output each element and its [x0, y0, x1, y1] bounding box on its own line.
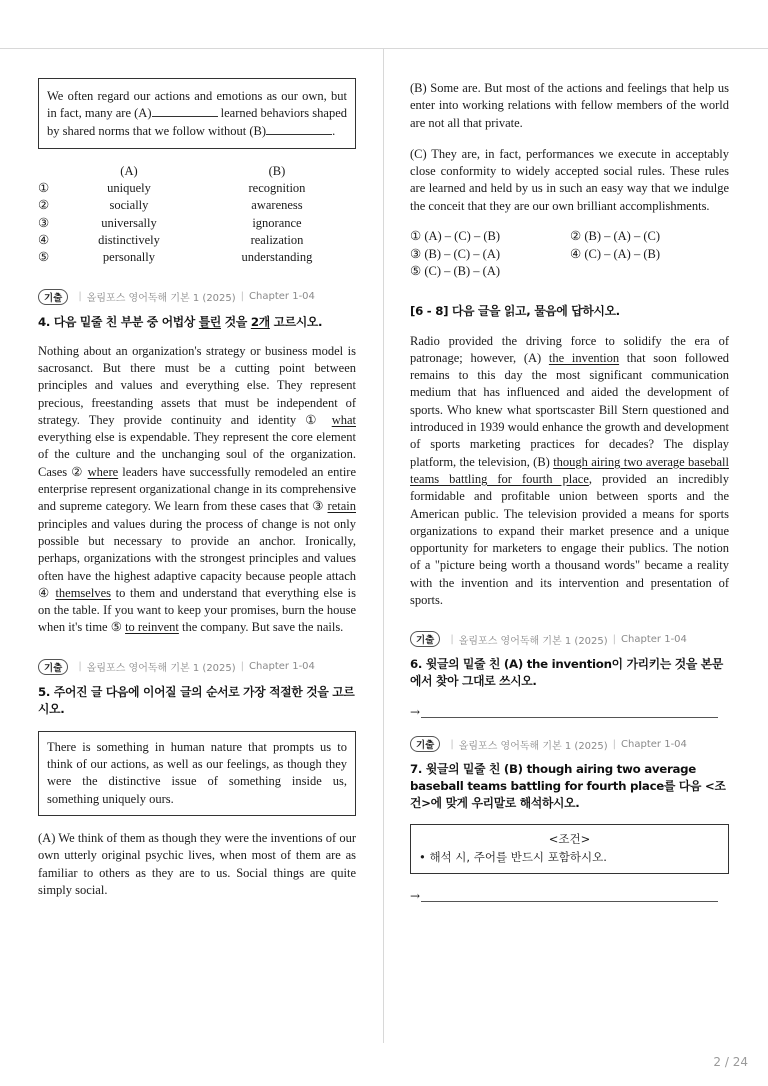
- blank-a: [152, 105, 218, 117]
- q5-source: 기출 | 올림포스 영어독해 기본 1 (2025) | Chapter 1-04: [38, 659, 356, 675]
- underline-3: retain: [327, 499, 356, 514]
- q6-title: 6. 윗글의 밑줄 친 (A) the invention이 가리키는 것을 본문에서 찾아 그대로 쓰시오.: [410, 657, 723, 689]
- q7-title: 7. 윗글의 밑줄 친 (B) though airing two average baseball teams battling for fourth place를 다음 <조건>에 맞게 우리말로 해석하시오.: [410, 762, 726, 811]
- column-divider: [383, 48, 384, 1043]
- underline-1: what: [331, 412, 356, 427]
- source-book: 올림포스 영어독해 기본 1 (2025): [458, 740, 608, 752]
- q3-option-row[interactable]: ⑤ personally understanding: [38, 250, 313, 265]
- choice-3[interactable]: ③ (B) – (C) – (A): [410, 246, 501, 261]
- underline-4: themselves: [55, 585, 111, 600]
- q7-answer-line[interactable]: [410, 886, 718, 902]
- condition-item: • 해석 시, 주어를 반드시 포함하시오.: [419, 850, 607, 865]
- q3-option-row[interactable]: ① uniquely recognition: [38, 181, 306, 196]
- q4-title: 4. 다음 밑줄 친 부분 중 어법상 틀린 것을 2개 고르시오.: [38, 314, 323, 329]
- q5-given-box: There is something in human nature that prompts us to think of our actions, as well as our feelings, as though they were the distinctive issue of something inside us, something uniquely ours.: [38, 731, 356, 816]
- q5-choices: [410, 228, 729, 281]
- q5-paragraph-b: (B) Some are. But most of the actions and feelings that help us enter into working relations with fellow members of the world are not all that private.: [410, 81, 729, 130]
- underline-a: the invention: [548, 350, 620, 365]
- page-number: 2 / 24: [713, 1055, 748, 1069]
- q5-paragraph-c: (C) They are, in fact, performances we execute in acceptably close conformity to widely accepted social rules. These rules are learned and held by us in such an easy way that we indulge the conceit that they are our own brilliant accomplishments.: [410, 146, 729, 213]
- q7-condition-box: [410, 824, 729, 874]
- set-6-8-title: [6 - 8] 다음 글을 읽고, 물음에 답하시오.: [410, 303, 620, 318]
- header-a: (A): [120, 163, 138, 178]
- q6-answer-line[interactable]: [410, 702, 718, 718]
- choice-4[interactable]: ④ (C) – (A) – (B): [570, 246, 661, 261]
- source-chapter: Chapter 1-04: [249, 661, 315, 673]
- arrow-icon: →: [410, 705, 421, 720]
- source-chapter: Chapter 1-04: [249, 291, 315, 303]
- set-6-8-passage: Radio provided the driving force to solidify the era of patronage; however, (A) the invention that soon followed remains to this day the most significant communication medium that has influenced and aided the development of sports. Who knew what sportscaster Bill Stern questioned and introduced in 1939 would enhance the growth and development of sports marketing practices for decades? The display platform, the television, (B) though airing two average baseball teams battling for fourth place, provided an incredibly formidable and profitable union between sports and the American public. The television provided a means for sports organizations to expand their market presence and a unique opportunity for marketers to engage their publics. The notion of a "picture being worth a thousand words" became a reality with the invention and its intervention and presentation of sports.: [410, 333, 730, 608]
- underline-2: where: [87, 464, 119, 479]
- header-rule: [0, 48, 768, 49]
- q6-source: 기출 | 올림포스 영어독해 기본 1 (2025) | Chapter 1-04: [410, 631, 729, 647]
- q3-option-row[interactable]: ③ universally ignorance: [38, 215, 302, 230]
- q5-title: 5. 주어진 글 다음에 이어질 글의 순서로 가장 적절한 것을 고르시오.: [38, 684, 355, 716]
- exam-badge: 기출: [410, 631, 440, 647]
- choice-1[interactable]: ① (A) – (C) – (B): [410, 229, 501, 244]
- q4-passage: Nothing about an organization's strategy or business model is sacrosanct. But there must be a cutting point between principles and values and everything else. They represent precious, freestanding assets that must be independent of strategy. They provide continuity and identity ① what everything else is expendable. They represent the core element of the culture and the unchanging soul of the organization. Cases ② where leaders have successfully remodeled an entire enterprise represent organizational change in its comprehensive and supreme category. We learn from these cases that ③ retain principles and values during the process of change is not only possible but necessary to provide an anchor. Ironically, perhaps, organizations with the strongest principles and values often have the highest adaptive capacity because people attach ④ themselves to them and understand that everything else is on the table. If you want to keep your promises, burn the house when it's time ⑤ to reinvent the company. But save the nails.: [38, 343, 357, 635]
- q3-options-table: [38, 163, 356, 267]
- exam-badge: 기출: [410, 736, 440, 752]
- blank-b: [266, 123, 332, 135]
- q7-source: 기출 | 올림포스 영어독해 기본 1 (2025) | Chapter 1-04: [410, 736, 729, 752]
- source-book: 올림포스 영어독해 기본 1 (2025): [86, 663, 236, 675]
- exam-badge: 기출: [38, 659, 68, 675]
- underline-b: though airing two average baseball teams battling for fourth place: [410, 454, 729, 486]
- q4-source: 기출 | 올림포스 영어독해 기본 1 (2025) | Chapter 1-04: [38, 289, 356, 305]
- q3-passage-box: We often regard our actions and emotions as our own, but in fact, many are (A) learned behaviors shaped by shared norms that we follow without (B) .: [38, 78, 356, 149]
- source-book: 올림포스 영어독해 기본 1 (2025): [458, 635, 608, 647]
- choice-2[interactable]: ② (B) – (A) – (C): [570, 229, 661, 244]
- left-column: [38, 78, 356, 899]
- q5-paragraph-a: (A) We think of them as though they were the inventions of our own utterly original psychic lives, when most of them are as familiar to others as they are to us. Social things are quite simply social.: [38, 830, 356, 897]
- right-column: [410, 80, 729, 902]
- underline-5: to reinvent: [125, 620, 179, 635]
- q3-option-row[interactable]: ② socially awareness: [38, 198, 303, 213]
- condition-title: <조건>: [548, 832, 591, 847]
- choice-5[interactable]: ⑤ (C) – (B) – (A): [410, 264, 501, 279]
- source-book: 올림포스 영어독해 기본 1 (2025): [86, 293, 236, 305]
- arrow-icon: →: [410, 889, 421, 904]
- exam-badge: 기출: [38, 289, 68, 305]
- q3-option-row[interactable]: ④ distinctively realization: [38, 233, 304, 248]
- header-b: (B): [268, 163, 286, 178]
- q3-options-header: [38, 163, 356, 180]
- source-chapter: Chapter 1-04: [621, 738, 687, 750]
- source-chapter: Chapter 1-04: [621, 633, 687, 645]
